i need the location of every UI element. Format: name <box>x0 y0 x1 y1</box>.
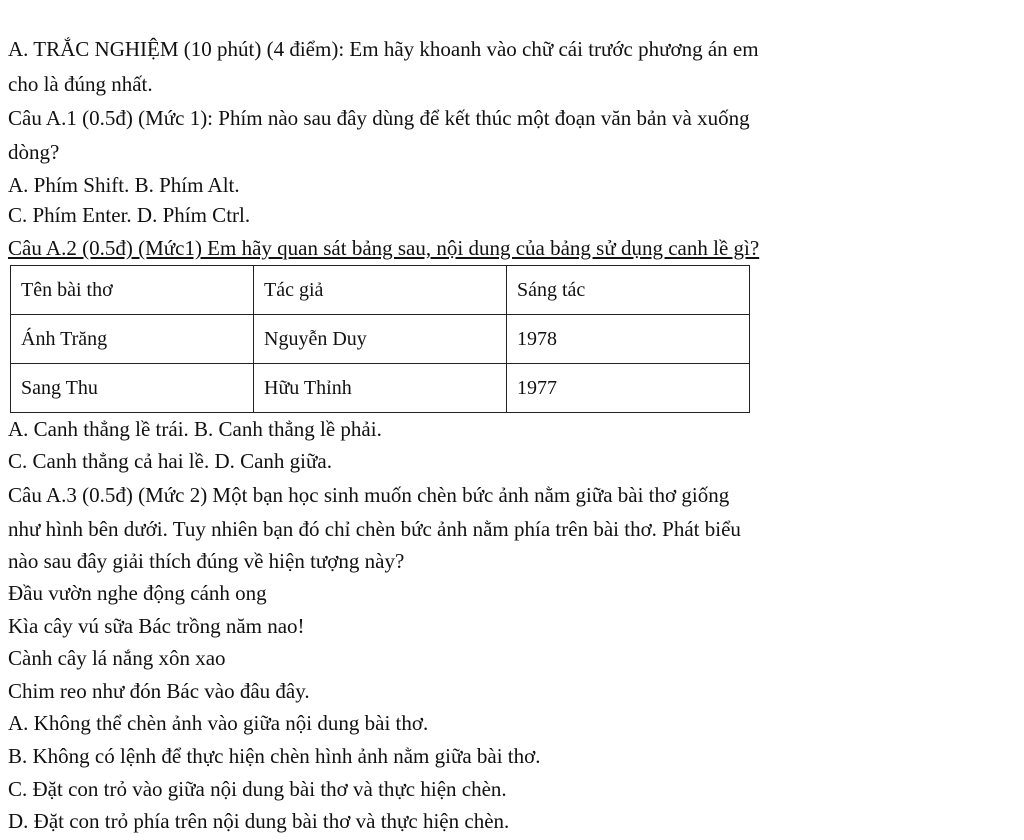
table-cell: 1977 <box>507 364 750 413</box>
question-a2-options-cd: C. Canh thẳng cả hai lề. D. Canh giữa. <box>8 449 332 473</box>
question-a1-text: Câu A.1 (0.5đ) (Mức 1): Phím nào sau đây dùng để kết thúc một đoạn văn bản và xuống <box>8 106 750 130</box>
question-a1-text-cont: dòng? <box>8 140 60 164</box>
poem-line: Kìa cây vú sữa Bác trồng năm nao! <box>8 614 305 638</box>
table-cell: Ánh Trăng <box>11 315 254 364</box>
table-cell: 1978 <box>507 315 750 364</box>
question-a1-options-cd: C. Phím Enter. D. Phím Ctrl. <box>8 203 251 227</box>
table-cell: Sang Thu <box>11 364 254 413</box>
question-a2-options-ab: A. Canh thẳng lề trái. B. Canh thẳng lề phải. <box>8 417 382 441</box>
question-a1-options-ab: A. Phím Shift. B. Phím Alt. <box>8 173 240 197</box>
question-a3-option-a: A. Không thể chèn ảnh vào giữa nội dung bài thơ. <box>8 711 429 735</box>
poem-line: Chim reo như đón Bác vào đâu đây. <box>8 679 310 703</box>
question-a2-text: Câu A.2 (0.5đ) (Mức1) Em hãy quan sát bảng sau, nội dung của bảng sử dụng canh lề gì? <box>8 236 760 260</box>
question-a3-option-b: B. Không có lệnh để thực hiện chèn hình ảnh nằm giữa bài thơ. <box>8 744 541 768</box>
poem-line: Cành cây lá nắng xôn xao <box>8 646 226 670</box>
table-header-cell: Tên bài thơ <box>11 266 254 315</box>
poem-table <box>10 265 750 413</box>
table-header-row <box>11 266 750 315</box>
table-cell: Hữu Thỉnh <box>254 364 507 413</box>
section-header-cont: cho là đúng nhất. <box>8 72 153 96</box>
poem-line: Đầu vườn nghe động cánh ong <box>8 581 267 605</box>
question-a3-text-cont: như hình bên dưới. Tuy nhiên bạn đó chỉ chèn bức ảnh nằm phía trên bài thơ. Phát biểu <box>8 517 741 541</box>
section-header: A. TRẮC NGHIỆM (10 phút) (4 điểm): Em hãy khoanh vào chữ cái trước phương án em <box>8 37 759 61</box>
question-a3-option-c: C. Đặt con trỏ vào giữa nội dung bài thơ và thực hiện chèn. <box>8 777 507 801</box>
question-a3-text: Câu A.3 (0.5đ) (Mức 2) Một bạn học sinh muốn chèn bức ảnh nằm giữa bài thơ giống <box>8 483 730 507</box>
table-header-cell: Tác giả <box>254 266 507 315</box>
table-row <box>11 315 750 364</box>
table-header-cell: Sáng tác <box>507 266 750 315</box>
question-a3-option-d: D. Đặt con trỏ phía trên nội dung bài thơ và thực hiện chèn. <box>8 809 510 833</box>
table-row <box>11 364 750 413</box>
table-cell: Nguyễn Duy <box>254 315 507 364</box>
question-a3-text-cont2: nào sau đây giải thích đúng về hiện tượng này? <box>8 549 405 573</box>
